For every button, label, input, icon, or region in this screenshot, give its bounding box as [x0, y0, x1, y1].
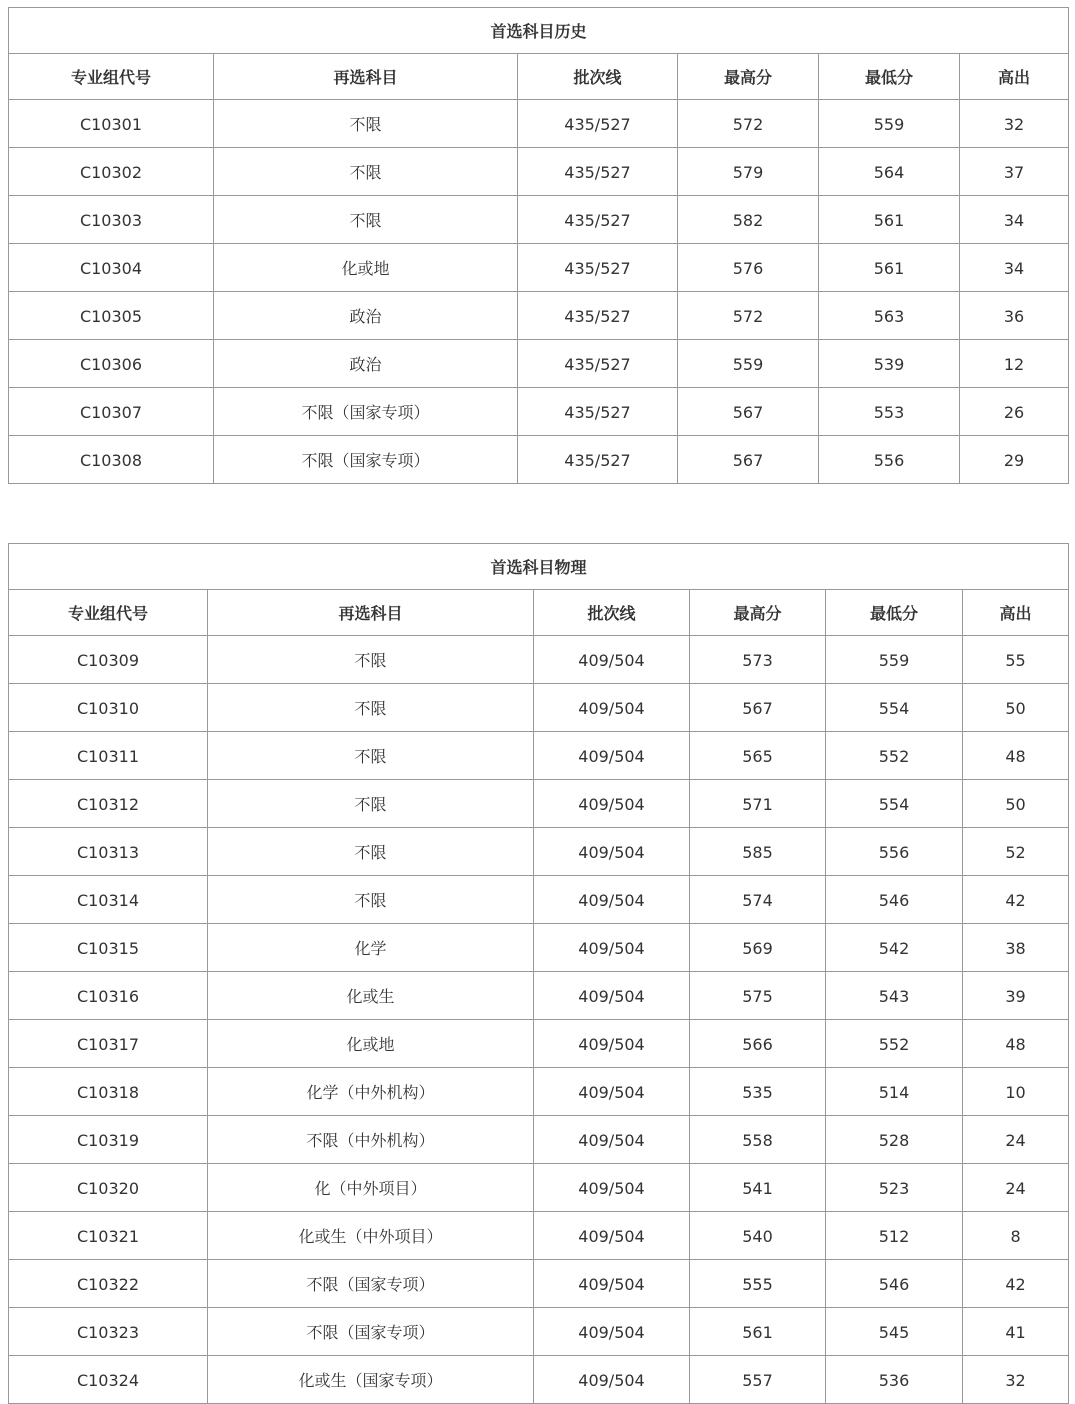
table-row — [9, 148, 1069, 196]
table-row — [9, 1260, 1069, 1308]
table-row — [9, 780, 1069, 828]
max-score-cell: 573 — [690, 636, 826, 684]
subject-requirement-cell: 不限（国家专项） — [208, 1260, 534, 1308]
table-row — [9, 636, 1069, 684]
above-line-cell: 52 — [963, 828, 1069, 876]
history-score-table — [8, 7, 1069, 484]
batch-line-cell: 435/527 — [518, 388, 678, 436]
max-score-cell: 567 — [678, 388, 819, 436]
subject-requirement-cell: 政治 — [214, 292, 518, 340]
table-row — [9, 436, 1069, 484]
subject-requirement-cell: 政治 — [214, 340, 518, 388]
group-code-cell: C10321 — [9, 1212, 208, 1260]
batch-line-cell: 409/504 — [534, 1116, 690, 1164]
min-score-cell: 542 — [826, 924, 963, 972]
min-score-cell: 553 — [819, 388, 960, 436]
min-score-cell: 554 — [826, 780, 963, 828]
max-score-cell: 555 — [690, 1260, 826, 1308]
batch-line-cell: 435/527 — [518, 100, 678, 148]
batch-line-cell: 435/527 — [518, 148, 678, 196]
column-header: 再选科目 — [214, 54, 518, 100]
above-line-cell: 50 — [963, 780, 1069, 828]
above-line-cell: 24 — [963, 1164, 1069, 1212]
group-code-cell: C10318 — [9, 1068, 208, 1116]
batch-line-cell: 409/504 — [534, 636, 690, 684]
subject-requirement-cell: 化或地 — [214, 244, 518, 292]
min-score-cell: 554 — [826, 684, 963, 732]
above-line-cell: 48 — [963, 1020, 1069, 1068]
subject-requirement-cell: 不限 — [208, 732, 534, 780]
table-title: 首选科目物理 — [9, 544, 1069, 590]
column-header: 批次线 — [534, 590, 690, 636]
group-code-cell: C10312 — [9, 780, 208, 828]
subject-requirement-cell: 不限 — [208, 780, 534, 828]
table-title: 首选科目历史 — [9, 8, 1069, 54]
above-line-cell: 10 — [963, 1068, 1069, 1116]
batch-line-cell: 409/504 — [534, 1212, 690, 1260]
min-score-cell: 561 — [819, 196, 960, 244]
max-score-cell: 557 — [690, 1356, 826, 1404]
min-score-cell: 528 — [826, 1116, 963, 1164]
max-score-cell: 579 — [678, 148, 819, 196]
subject-requirement-cell: 不限 — [208, 828, 534, 876]
batch-line-cell: 409/504 — [534, 924, 690, 972]
above-line-cell: 48 — [963, 732, 1069, 780]
subject-requirement-cell: 化或生（国家专项） — [208, 1356, 534, 1404]
batch-line-cell: 409/504 — [534, 1260, 690, 1308]
above-line-cell: 26 — [960, 388, 1069, 436]
min-score-cell: 546 — [826, 876, 963, 924]
min-score-cell: 514 — [826, 1068, 963, 1116]
max-score-cell: 540 — [690, 1212, 826, 1260]
min-score-cell: 545 — [826, 1308, 963, 1356]
group-code-cell: C10319 — [9, 1116, 208, 1164]
above-line-cell: 38 — [963, 924, 1069, 972]
batch-line-cell: 435/527 — [518, 436, 678, 484]
min-score-cell: 539 — [819, 340, 960, 388]
max-score-cell: 575 — [690, 972, 826, 1020]
min-score-cell: 552 — [826, 1020, 963, 1068]
min-score-cell: 559 — [826, 636, 963, 684]
history-table-body — [9, 8, 1069, 484]
batch-line-cell: 409/504 — [534, 1020, 690, 1068]
batch-line-cell: 409/504 — [534, 972, 690, 1020]
above-line-cell: 29 — [960, 436, 1069, 484]
batch-line-cell: 435/527 — [518, 244, 678, 292]
above-line-cell: 36 — [960, 292, 1069, 340]
group-code-cell: C10313 — [9, 828, 208, 876]
above-line-cell: 24 — [963, 1116, 1069, 1164]
subject-requirement-cell: 不限 — [214, 100, 518, 148]
group-code-cell: C10310 — [9, 684, 208, 732]
above-line-cell: 42 — [963, 876, 1069, 924]
above-line-cell: 41 — [963, 1308, 1069, 1356]
group-code-cell: C10309 — [9, 636, 208, 684]
group-code-cell: C10304 — [9, 244, 214, 292]
group-code-cell: C10316 — [9, 972, 208, 1020]
min-score-cell: 512 — [826, 1212, 963, 1260]
table-header-row — [9, 54, 1069, 100]
subject-requirement-cell: 不限 — [214, 148, 518, 196]
batch-line-cell: 435/527 — [518, 292, 678, 340]
min-score-cell: 559 — [819, 100, 960, 148]
subject-requirement-cell: 不限（中外机构） — [208, 1116, 534, 1164]
table-row — [9, 732, 1069, 780]
min-score-cell: 556 — [826, 828, 963, 876]
above-line-cell: 34 — [960, 196, 1069, 244]
max-score-cell: 558 — [690, 1116, 826, 1164]
subject-requirement-cell: 化学（中外机构） — [208, 1068, 534, 1116]
max-score-cell: 535 — [690, 1068, 826, 1116]
batch-line-cell: 409/504 — [534, 876, 690, 924]
table-row — [9, 388, 1069, 436]
column-header: 专业组代号 — [9, 590, 208, 636]
group-code-cell: C10307 — [9, 388, 214, 436]
max-score-cell: 541 — [690, 1164, 826, 1212]
max-score-cell: 572 — [678, 100, 819, 148]
group-code-cell: C10323 — [9, 1308, 208, 1356]
batch-line-cell: 409/504 — [534, 1068, 690, 1116]
column-header: 高出 — [960, 54, 1069, 100]
group-code-cell: C10303 — [9, 196, 214, 244]
max-score-cell: 571 — [690, 780, 826, 828]
max-score-cell: 567 — [678, 436, 819, 484]
table-row — [9, 828, 1069, 876]
subject-requirement-cell: 不限 — [208, 636, 534, 684]
subject-requirement-cell: 化或生 — [208, 972, 534, 1020]
above-line-cell: 8 — [963, 1212, 1069, 1260]
table-row — [9, 684, 1069, 732]
above-line-cell: 12 — [960, 340, 1069, 388]
batch-line-cell: 435/527 — [518, 340, 678, 388]
column-header: 最高分 — [678, 54, 819, 100]
batch-line-cell: 409/504 — [534, 828, 690, 876]
column-header: 最低分 — [826, 590, 963, 636]
column-header: 专业组代号 — [9, 54, 214, 100]
table-row — [9, 100, 1069, 148]
max-score-cell: 569 — [690, 924, 826, 972]
table-row — [9, 1212, 1069, 1260]
group-code-cell: C10311 — [9, 732, 208, 780]
batch-line-cell: 409/504 — [534, 732, 690, 780]
max-score-cell: 572 — [678, 292, 819, 340]
above-line-cell: 37 — [960, 148, 1069, 196]
batch-line-cell: 409/504 — [534, 780, 690, 828]
group-code-cell: C10302 — [9, 148, 214, 196]
max-score-cell: 582 — [678, 196, 819, 244]
max-score-cell: 574 — [690, 876, 826, 924]
min-score-cell: 543 — [826, 972, 963, 1020]
table-row — [9, 1356, 1069, 1404]
table-title-row — [9, 544, 1069, 590]
max-score-cell: 576 — [678, 244, 819, 292]
group-code-cell: C10305 — [9, 292, 214, 340]
above-line-cell: 32 — [963, 1356, 1069, 1404]
max-score-cell: 561 — [690, 1308, 826, 1356]
table-row — [9, 196, 1069, 244]
physics-table-body — [9, 544, 1069, 1404]
min-score-cell: 546 — [826, 1260, 963, 1308]
table-row — [9, 244, 1069, 292]
max-score-cell: 559 — [678, 340, 819, 388]
batch-line-cell: 409/504 — [534, 684, 690, 732]
column-header: 高出 — [963, 590, 1069, 636]
subject-requirement-cell: 化或地 — [208, 1020, 534, 1068]
min-score-cell: 536 — [826, 1356, 963, 1404]
group-code-cell: C10322 — [9, 1260, 208, 1308]
above-line-cell: 55 — [963, 636, 1069, 684]
table-row — [9, 340, 1069, 388]
group-code-cell: C10320 — [9, 1164, 208, 1212]
max-score-cell: 585 — [690, 828, 826, 876]
subject-requirement-cell: 不限 — [214, 196, 518, 244]
subject-requirement-cell: 化（中外项目） — [208, 1164, 534, 1212]
table-row — [9, 1308, 1069, 1356]
min-score-cell: 552 — [826, 732, 963, 780]
table-header-row — [9, 590, 1069, 636]
group-code-cell: C10306 — [9, 340, 214, 388]
table-row — [9, 1068, 1069, 1116]
min-score-cell: 563 — [819, 292, 960, 340]
min-score-cell: 523 — [826, 1164, 963, 1212]
group-code-cell: C10317 — [9, 1020, 208, 1068]
column-header: 再选科目 — [208, 590, 534, 636]
subject-requirement-cell: 不限（国家专项） — [214, 436, 518, 484]
max-score-cell: 565 — [690, 732, 826, 780]
group-code-cell: C10314 — [9, 876, 208, 924]
min-score-cell: 556 — [819, 436, 960, 484]
column-header: 批次线 — [518, 54, 678, 100]
table-row — [9, 876, 1069, 924]
table-row — [9, 972, 1069, 1020]
above-line-cell: 42 — [963, 1260, 1069, 1308]
subject-requirement-cell: 不限 — [208, 684, 534, 732]
physics-score-table — [8, 543, 1069, 1404]
group-code-cell: C10324 — [9, 1356, 208, 1404]
table-row — [9, 292, 1069, 340]
min-score-cell: 564 — [819, 148, 960, 196]
group-code-cell: C10301 — [9, 100, 214, 148]
table-title-row — [9, 8, 1069, 54]
table-row — [9, 924, 1069, 972]
min-score-cell: 561 — [819, 244, 960, 292]
table-row — [9, 1116, 1069, 1164]
batch-line-cell: 435/527 — [518, 196, 678, 244]
table-row — [9, 1164, 1069, 1212]
above-line-cell: 34 — [960, 244, 1069, 292]
column-header: 最低分 — [819, 54, 960, 100]
group-code-cell: C10315 — [9, 924, 208, 972]
subject-requirement-cell: 不限（国家专项） — [208, 1308, 534, 1356]
subject-requirement-cell: 化或生（中外项目） — [208, 1212, 534, 1260]
above-line-cell: 32 — [960, 100, 1069, 148]
above-line-cell: 50 — [963, 684, 1069, 732]
column-header: 最高分 — [690, 590, 826, 636]
max-score-cell: 566 — [690, 1020, 826, 1068]
above-line-cell: 39 — [963, 972, 1069, 1020]
max-score-cell: 567 — [690, 684, 826, 732]
table-row — [9, 1020, 1069, 1068]
subject-requirement-cell: 不限 — [208, 876, 534, 924]
batch-line-cell: 409/504 — [534, 1164, 690, 1212]
batch-line-cell: 409/504 — [534, 1356, 690, 1404]
subject-requirement-cell: 不限（国家专项） — [214, 388, 518, 436]
batch-line-cell: 409/504 — [534, 1308, 690, 1356]
group-code-cell: C10308 — [9, 436, 214, 484]
subject-requirement-cell: 化学 — [208, 924, 534, 972]
